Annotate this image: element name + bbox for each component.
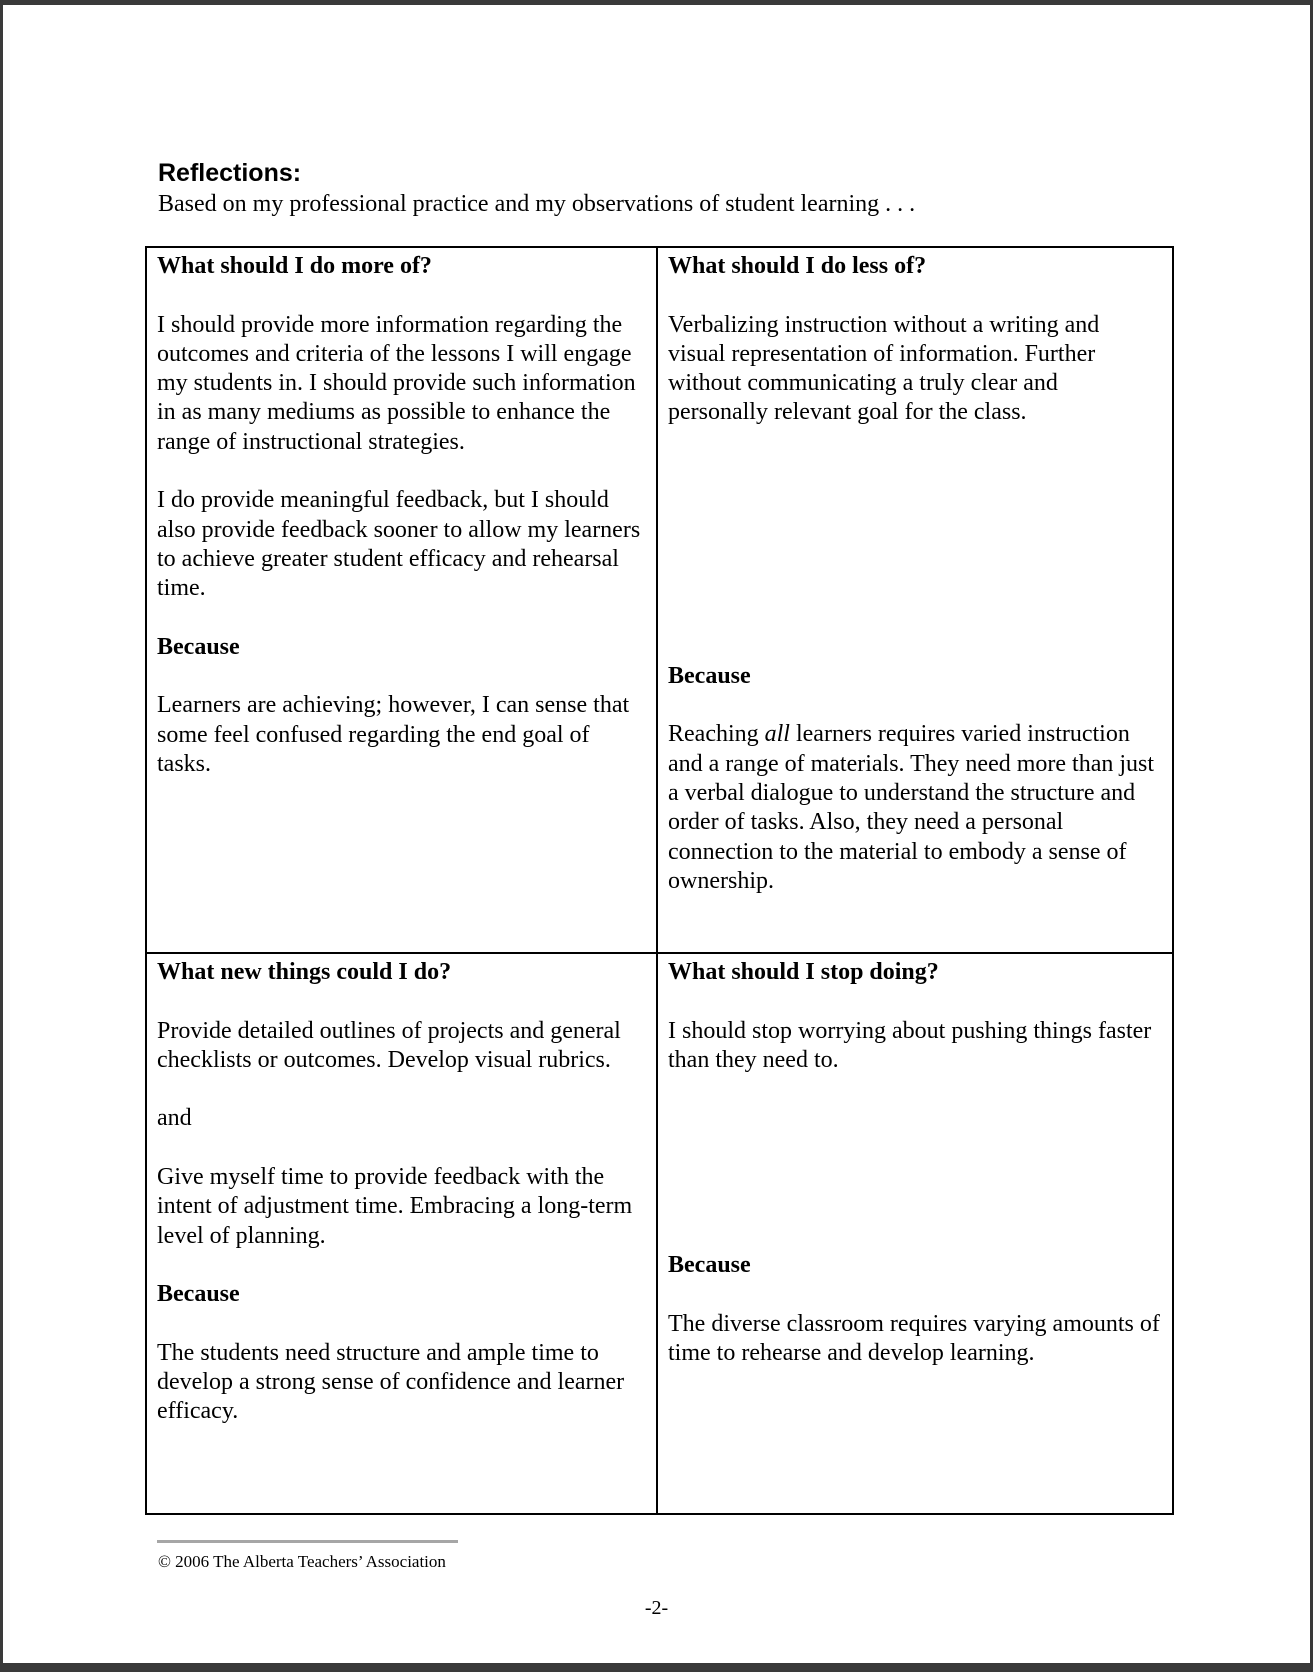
section-heading: Reflections: — [158, 159, 302, 187]
table-row — [146, 953, 1173, 1514]
page-number: -2- — [644, 1597, 669, 1619]
cell-do-more — [146, 247, 657, 953]
reflection-table — [145, 246, 1174, 1515]
because-text-end: learners requires varied instruction and a range of materials. They need more than just a verbal dialogue to understand the structure and order of tasks. Also, they need a personal connection to the material to embody a sense of ownership. — [668, 721, 1155, 894]
because-text-emphasis: all — [764, 721, 790, 748]
cell-paragraph: Verbalizing instruction without a writing and visual representation of information. Further without communicating a truly clear and personally relevant goal for the class. — [668, 311, 1100, 426]
because-text: Learners are achieving; however, I can sense that some feel confused regarding the end goal of tasks. — [157, 692, 630, 778]
intro-text: Based on my professional practice and my observations of student learning . . . — [158, 191, 916, 217]
cell-do-less — [657, 247, 1173, 953]
cell-paragraph: and — [157, 1105, 192, 1132]
cell-new-things — [146, 953, 657, 1514]
because-text — [668, 720, 1162, 896]
cell-paragraph: Provide detailed outlines of projects and general checklists or outcomes. Develop visual rubrics. — [157, 1017, 621, 1073]
cell-title: What should I stop doing? — [668, 959, 939, 985]
because-text-start: Reaching — [668, 721, 765, 748]
because-label: Because — [157, 1281, 240, 1308]
table-row — [146, 247, 1173, 953]
because-text: The students need structure and ample time to develop a strong sense of confidence and learner efficacy. — [157, 1339, 625, 1425]
because-label: Because — [668, 662, 751, 689]
cell-title: What new things could I do? — [157, 959, 452, 985]
because-label: Because — [668, 1252, 751, 1279]
because-text: The diverse classroom requires varying amounts of time to rehearse and develop learning. — [668, 1310, 1160, 1367]
cell-title: What should I do more of? — [157, 253, 432, 279]
copyright-footer: © 2006 The Alberta Teachers’ Association — [158, 1552, 446, 1571]
cell-paragraph: I do provide meaningful feedback, but I should also provide feedback sooner to allow my learners to achieve greater student efficacy and rehearsal time. — [157, 487, 641, 602]
footer-divider — [157, 1540, 458, 1543]
cell-stop-doing — [657, 953, 1173, 1514]
document-page — [3, 5, 1310, 1663]
because-label: Because — [157, 633, 240, 660]
cell-paragraph: I should provide more information regarding the outcomes and criteria of the lessons I will engage my students in. I should provide such information in as many mediums as possible to enhance the range of instructional strategies. — [157, 311, 636, 455]
cell-title: What should I do less of? — [668, 253, 927, 279]
cell-paragraph: I should stop worrying about pushing things faster than they need to. — [668, 1017, 1152, 1073]
cell-paragraph: Give myself time to provide feedback with the intent of adjustment time. Embracing a long-term level of planning. — [157, 1164, 633, 1249]
